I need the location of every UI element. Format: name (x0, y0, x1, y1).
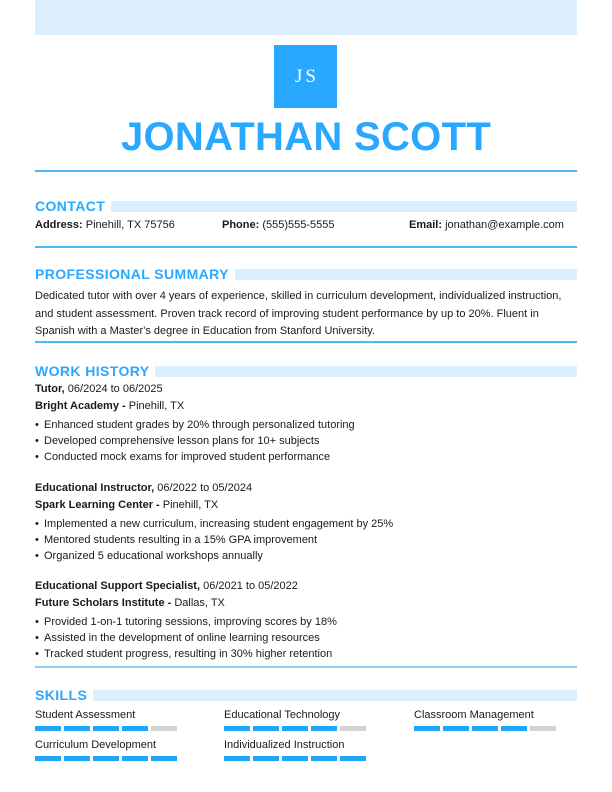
skill-segment-empty (530, 726, 556, 731)
skill-name: Individualized Instruction (224, 739, 345, 751)
skill-name: Classroom Management (414, 709, 534, 721)
summary-title: PROFESSIONAL SUMMARY (35, 266, 229, 282)
work-section-heading (35, 363, 577, 379)
skill-level-bar (35, 756, 198, 761)
email-value: jonathan@example.com (445, 219, 564, 231)
skill-segment-filled (122, 756, 148, 761)
job-dates: 06/2021 to 05/2022 (203, 580, 298, 592)
skill-segment-filled (414, 726, 440, 731)
skill-segment-filled (253, 756, 279, 761)
address-label: Address: (35, 219, 83, 231)
job-company-line (35, 497, 577, 514)
job-location: Dallas, TX (174, 597, 225, 609)
top-color-band (35, 0, 577, 35)
skill-segment-filled (35, 756, 61, 761)
job-dates: 06/2024 to 06/2025 (67, 383, 163, 395)
skill-segment-filled (64, 726, 90, 731)
skill-name: Student Assessment (35, 709, 136, 721)
skill-name: Curriculum Development (35, 739, 157, 751)
skill-segment-empty (340, 726, 366, 731)
address-value: Pinehill, TX 75756 (85, 219, 175, 231)
skill-segment-filled (501, 726, 527, 731)
email-label: Email: (409, 219, 443, 231)
heading-band (111, 201, 577, 212)
summary-section-heading (35, 266, 577, 282)
job-title-line (35, 381, 577, 398)
skill-segment-filled (311, 756, 337, 761)
work-divider (35, 666, 577, 668)
skill-item (224, 708, 387, 731)
job-company: Spark Learning Center - (35, 499, 160, 511)
job-bullet: • Conducted mock exams for improved student performance (35, 451, 331, 464)
job-location: Pinehill, TX (128, 400, 185, 412)
contact-email (409, 217, 564, 233)
skill-segment-filled (35, 726, 61, 731)
skill-segment-filled (224, 726, 250, 731)
skill-item (35, 708, 198, 731)
skill-item (35, 738, 198, 761)
job-bullet: • Developed comprehensive lesson plans for 10+ subjects (35, 435, 320, 448)
job-entry (35, 578, 577, 663)
skill-segment-filled (443, 726, 469, 731)
work-title: WORK HISTORY (35, 363, 150, 379)
job-dates: 06/2022 to 05/2024 (157, 482, 253, 494)
candidate-name: JONATHAN SCOTT (120, 115, 492, 159)
skill-level-bar (414, 726, 577, 731)
job-role: Tutor, (35, 383, 65, 395)
job-company-line (35, 595, 577, 612)
skill-segment-filled (93, 756, 119, 761)
summary-divider (35, 341, 577, 343)
heading-band (93, 690, 577, 701)
contact-phone (222, 217, 335, 233)
job-title-line (35, 578, 577, 595)
job-bullet: • Provided 1-on-1 tutoring sessions, improving scores by 18% (35, 616, 337, 628)
job-entry (35, 381, 577, 466)
job-company: Future Scholars Institute - (35, 597, 172, 609)
skill-segment-filled (93, 726, 119, 731)
skill-segment-filled (64, 756, 90, 761)
job-bullet: • Enhanced student grades by 20% through personalized tutoring (35, 419, 355, 431)
job-bullets (35, 614, 577, 663)
job-entry (35, 480, 577, 565)
contact-divider (35, 246, 577, 248)
contact-section-heading (35, 198, 577, 214)
skill-segment-filled (224, 756, 250, 761)
skill-segment-filled (151, 756, 177, 761)
phone-value: (555)555-5555 (262, 219, 335, 231)
job-bullets (35, 516, 577, 565)
contact-address (35, 217, 175, 233)
monogram-text: JS (295, 65, 319, 87)
skill-segment-filled (282, 726, 308, 731)
skill-segment-filled (472, 726, 498, 731)
job-bullet: • Implemented a new curriculum, increasing student engagement by 25% (35, 518, 394, 530)
phone-label: Phone: (222, 219, 260, 231)
header-divider (35, 170, 577, 172)
heading-band (235, 269, 577, 280)
skill-item (414, 708, 577, 731)
skills-title: SKILLS (35, 687, 88, 703)
skill-segment-filled (282, 756, 308, 761)
skill-level-bar (224, 726, 387, 731)
job-bullets (35, 417, 577, 466)
skill-item (224, 738, 387, 761)
skill-level-bar (35, 726, 198, 731)
summary-paragraph: Dedicated tutor with over 4 years of experience, skilled in curriculum development, individualized instruction, and student assessment. Proven track record of improving student performance by up to 20%. Fluent in Spanish with a Master's degree in Education from Stanford University. (35, 290, 562, 337)
contact-row (35, 217, 577, 233)
job-company-line (35, 398, 577, 415)
skill-level-bar (224, 756, 387, 761)
monogram-badge (274, 45, 337, 108)
job-title-line (35, 480, 577, 497)
skill-segment-filled (122, 726, 148, 731)
contact-title: CONTACT (35, 198, 106, 214)
skills-section-heading (35, 687, 577, 703)
job-company: Bright Academy - (35, 400, 126, 412)
job-bullet: • Mentored students resulting in a 15% GPA improvement (35, 534, 318, 547)
skill-name: Educational Technology (224, 709, 340, 721)
skill-segment-empty (151, 726, 177, 731)
job-role: Educational Support Specialist, (35, 580, 201, 592)
skill-segment-filled (311, 726, 337, 731)
skill-segment-filled (253, 726, 279, 731)
job-bullet: • Tracked student progress, resulting in 30% higher retention (35, 648, 333, 661)
heading-band (155, 366, 577, 377)
job-bullet: • Assisted in the development of online learning resources (35, 632, 320, 645)
job-role: Educational Instructor, (35, 482, 155, 494)
job-bullet: • Organized 5 educational workshops annually (35, 550, 263, 563)
skill-segment-filled (340, 756, 366, 761)
job-location: Pinehill, TX (162, 499, 219, 511)
